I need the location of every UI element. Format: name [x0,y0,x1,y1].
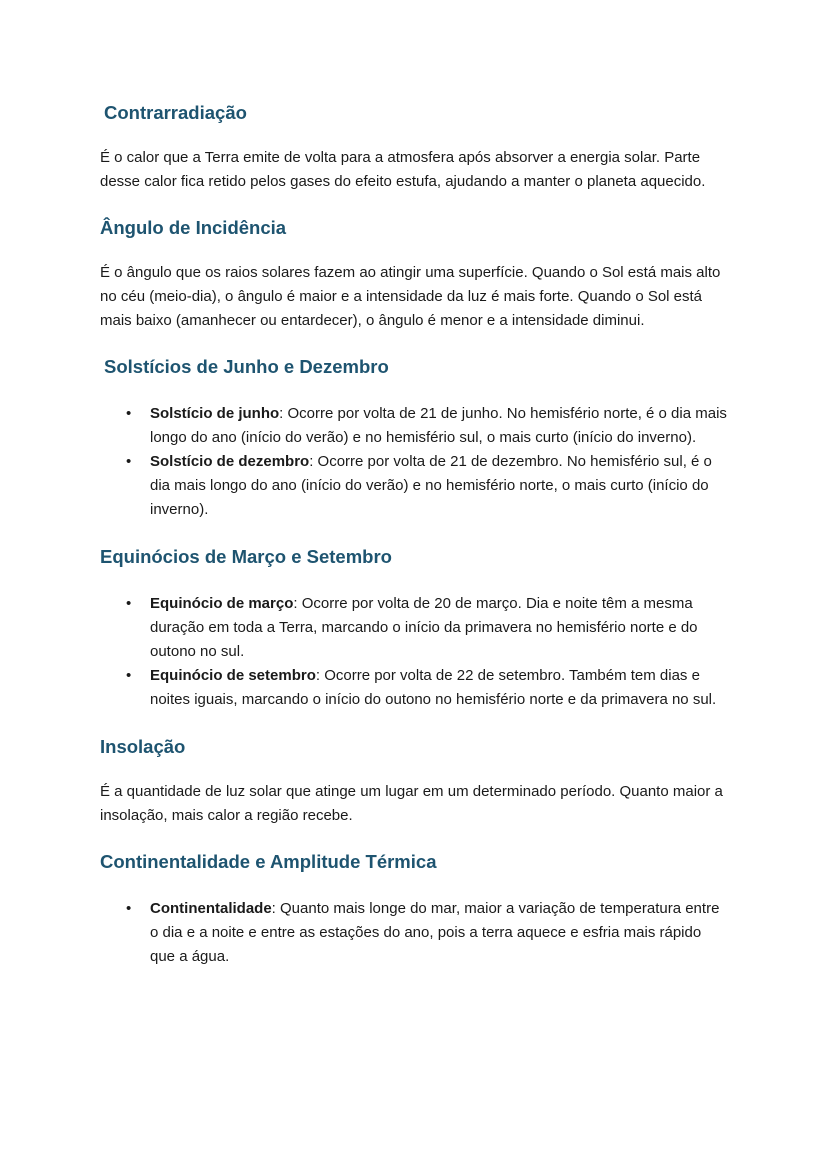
paragraph-contrarradiacao: É o calor que a Terra emite de volta para a atmosfera após absorver a energia solar. Parte desse calor fica retido pelos gases do efeito estufa, ajudando a manter o planeta aquecido. [100,149,706,190]
heading-angulo-incidencia: Ângulo de Incidência [100,217,287,238]
paragraph-insolacao: É a quantidade de luz solar que atinge um lugar em um determinado período. Quanto maior a insolação, mais calor a região recebe. [100,783,723,824]
heading-insolacao: Insolação [100,736,186,757]
term-equinocio-setembro: Equinócio de setembro [150,667,316,684]
text-solsticio-dezembro: : Ocorre por volta de 21 de dezembro. No hemisfério sul, é o dia mais longo do ano (início do verão) e no hemisfério norte, o mais curto (início do inverno). [150,453,712,518]
paragraph-angulo-incidencia: É o ângulo que os raios solares fazem ao atingir uma superfície. Quando o Sol está mais alto no céu (meio-dia), o ângulo é maior e a intensidade da luz é mais forte. Quando o Sol está mais baixo (amanhecer ou entardecer), o ângulo é menor e a intensidade diminui. [100,264,721,329]
bullet-icon: • [126,900,132,917]
list-equinocios [100,592,728,712]
list-continentalidade [100,897,728,969]
list-item [126,664,728,712]
text-solsticio-junho: : Ocorre por volta de 21 de junho. No hemisfério norte, é o dia mais longo do ano (início do verão) e no hemisfério sul, o mais curto (início do inverno). [150,405,727,446]
heading-continentalidade: Continentalidade e Amplitude Térmica [100,851,437,872]
text-equinocio-setembro: : Ocorre por volta de 22 de setembro. Também tem dias e noites iguais, marcando o início do outono no hemisfério norte e da primavera no sul. [150,667,717,708]
term-solsticio-dezembro: Solstício de dezembro [150,453,310,470]
term-continentalidade: Continentalidade [150,900,272,917]
term-equinocio-marco: Equinócio de março [150,595,294,612]
list-item [126,402,728,450]
heading-contrarradiacao: Contrarradiação [104,102,247,123]
list-item [126,897,728,969]
bullet-icon: • [126,667,132,684]
text-equinocio-marco: : Ocorre por volta de 20 de março. Dia e noite têm a mesma duração em toda a Terra, marcando o início da primavera no hemisfério norte e do outono no sul. [150,595,698,660]
list-solsticios [100,402,728,522]
text-continentalidade: : Quanto mais longe do mar, maior a variação de temperatura entre o dia e a noite e entre as estações do ano, pois a terra aquece e esfria mais rápido que a água. [150,900,720,965]
heading-equinocios: Equinócios de Março e Setembro [100,546,392,567]
list-item [126,592,728,664]
term-solsticio-junho: Solstício de junho [150,405,280,422]
bullet-icon: • [126,595,132,612]
bullet-icon: • [126,453,132,470]
heading-solsticios: Solstícios de Junho e Dezembro [104,356,389,377]
list-item [126,450,728,522]
bullet-icon: • [126,405,132,422]
